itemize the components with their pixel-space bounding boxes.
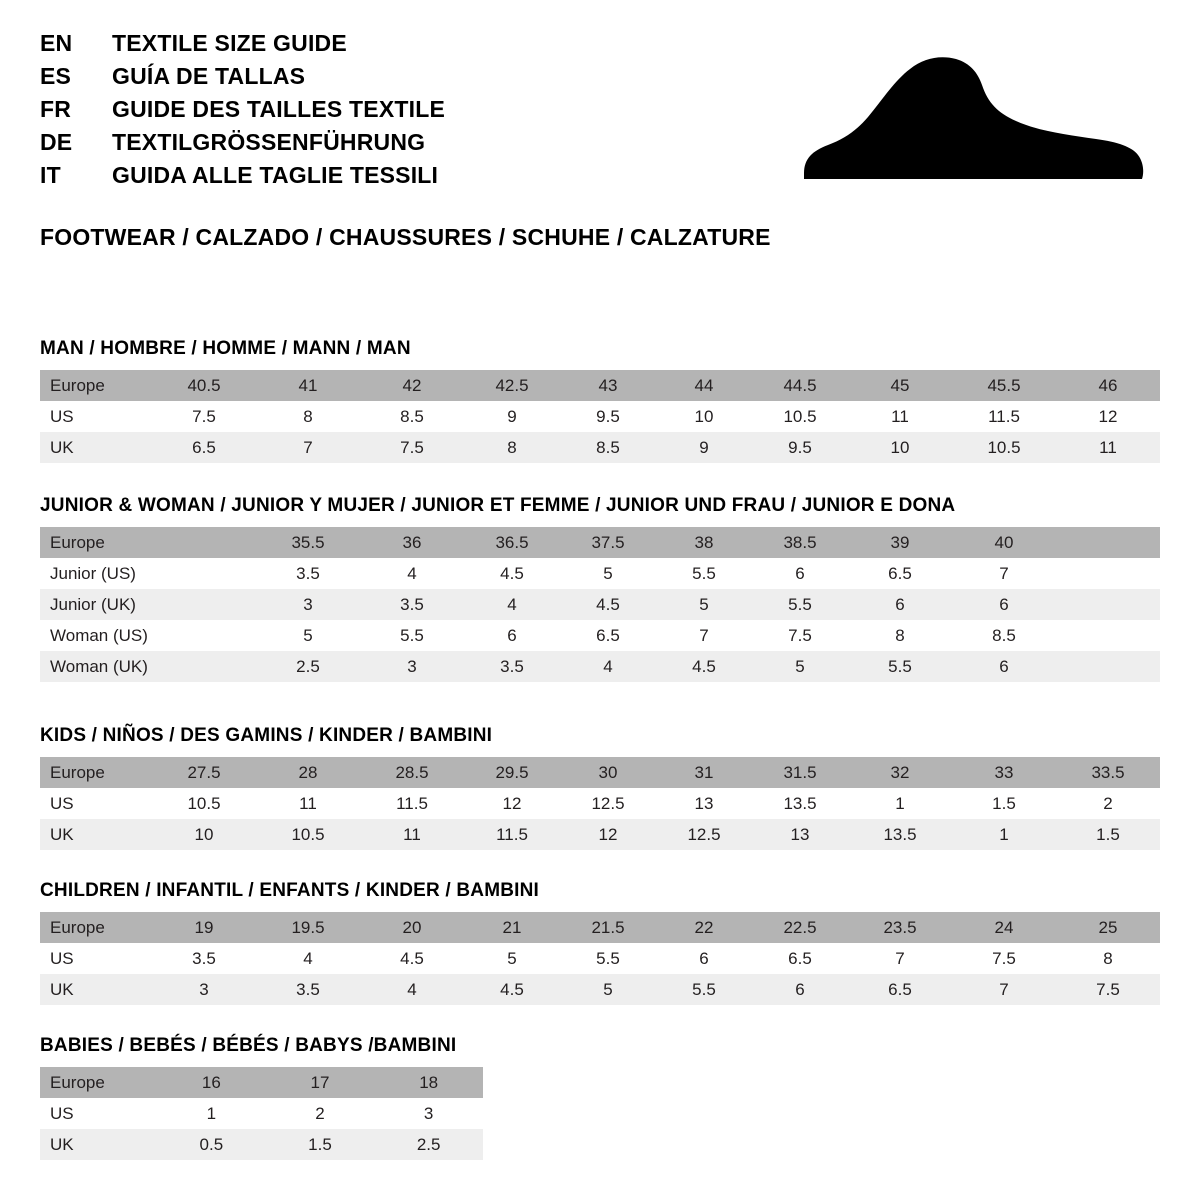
cell: 41	[256, 370, 360, 401]
table-row	[40, 527, 1160, 558]
cell: 6	[848, 589, 952, 620]
cell: 4	[256, 943, 360, 974]
table-row	[40, 788, 1160, 819]
cell	[152, 527, 256, 558]
section-title: KIDS / NIÑOS / DES GAMINS / KINDER / BAMBINI	[40, 725, 493, 746]
cell: 1.5	[952, 788, 1056, 819]
cell: 9	[464, 401, 560, 432]
cell: 7	[952, 558, 1056, 589]
row-label: US	[40, 401, 152, 432]
cell: 3	[360, 651, 464, 682]
cell	[152, 558, 256, 589]
cell: 8	[1056, 943, 1160, 974]
cell: 8.5	[560, 432, 656, 463]
cell: 4	[464, 589, 560, 620]
cell: 38.5	[752, 527, 848, 558]
cell	[1056, 589, 1160, 620]
cell: 6.5	[848, 974, 952, 1005]
table-row	[40, 401, 1160, 432]
cell: 5.5	[656, 974, 752, 1005]
table-row	[40, 1067, 483, 1098]
cell: 13	[656, 788, 752, 819]
cell: 8.5	[952, 620, 1056, 651]
cell: 5.5	[360, 620, 464, 651]
language-row	[40, 131, 740, 154]
language-code: FR	[40, 96, 72, 122]
cell: 4.5	[560, 589, 656, 620]
cell	[152, 651, 256, 682]
row-label: US	[40, 1098, 157, 1129]
cell	[152, 589, 256, 620]
language-title: GUIDE DES TAILLES TEXTILE	[112, 96, 445, 122]
cell: 33	[952, 757, 1056, 788]
cell: 7.5	[360, 432, 464, 463]
table-row	[40, 651, 1160, 682]
table-row	[40, 1098, 483, 1129]
cell: 1	[848, 788, 952, 819]
table-row	[40, 370, 1160, 401]
row-label: UK	[40, 974, 152, 1005]
cell: 11.5	[464, 819, 560, 850]
cell: 28	[256, 757, 360, 788]
section-children	[40, 880, 1160, 1005]
category-title: FOOTWEAR / CALZADO / CHAUSSURES / SCHUHE / CALZATURE	[40, 224, 771, 250]
table-row	[40, 589, 1160, 620]
cell: 8	[256, 401, 360, 432]
dress-shoe-icon	[790, 55, 1150, 195]
cell: 5.5	[752, 589, 848, 620]
cell: 6	[656, 943, 752, 974]
cell	[1056, 527, 1160, 558]
cell: 43	[560, 370, 656, 401]
section-man	[40, 338, 1160, 463]
cell: 5	[256, 620, 360, 651]
language-title: GUÍA DE TALLAS	[112, 63, 306, 89]
language-header	[40, 32, 740, 197]
cell: 6	[752, 974, 848, 1005]
section-junior-woman	[40, 495, 1160, 682]
section-title: JUNIOR & WOMAN / JUNIOR Y MUJER / JUNIOR ET FEMME / JUNIOR UND FRAU / JUNIOR E DONA	[40, 495, 956, 516]
cell: 21.5	[560, 912, 656, 943]
row-label: UK	[40, 1129, 157, 1160]
cell: 5	[560, 558, 656, 589]
row-label: Europe	[40, 370, 152, 401]
cell: 3.5	[256, 974, 360, 1005]
cell: 45.5	[952, 370, 1056, 401]
cell: 3.5	[256, 558, 360, 589]
cell: 12.5	[560, 788, 656, 819]
cell: 4.5	[656, 651, 752, 682]
cell: 21	[464, 912, 560, 943]
cell: 6.5	[848, 558, 952, 589]
cell: 36.5	[464, 527, 560, 558]
cell: 10.5	[952, 432, 1056, 463]
cell: 13	[752, 819, 848, 850]
cell: 4.5	[464, 974, 560, 1005]
cell: 9.5	[752, 432, 848, 463]
cell: 7.5	[952, 943, 1056, 974]
cell: 3	[374, 1098, 483, 1129]
cell: 44.5	[752, 370, 848, 401]
cell: 7	[256, 432, 360, 463]
cell: 27.5	[152, 757, 256, 788]
language-title: TEXTILE SIZE GUIDE	[112, 30, 347, 56]
cell: 8	[848, 620, 952, 651]
cell: 38	[656, 527, 752, 558]
row-label: Junior (UK)	[40, 589, 152, 620]
cell: 45	[848, 370, 952, 401]
table-row	[40, 620, 1160, 651]
cell: 7	[656, 620, 752, 651]
cell: 11.5	[952, 401, 1056, 432]
cell	[1056, 651, 1160, 682]
row-label: Europe	[40, 757, 152, 788]
row-label: Europe	[40, 527, 152, 558]
cell: 10	[656, 401, 752, 432]
cell: 1.5	[1056, 819, 1160, 850]
cell: 6	[952, 651, 1056, 682]
table-row	[40, 558, 1160, 589]
cell: 7	[848, 943, 952, 974]
section-title: BABIES / BEBÉS / BÉBÉS / BABYS /BAMBINI	[40, 1035, 457, 1056]
cell: 33.5	[1056, 757, 1160, 788]
cell: 10.5	[152, 788, 256, 819]
cell: 32	[848, 757, 952, 788]
cell: 35.5	[256, 527, 360, 558]
cell: 12	[560, 819, 656, 850]
size-table-children	[40, 912, 1160, 1005]
language-row	[40, 98, 740, 121]
cell: 2	[266, 1098, 375, 1129]
cell: 2.5	[374, 1129, 483, 1160]
cell: 4.5	[360, 943, 464, 974]
cell	[152, 620, 256, 651]
language-code: EN	[40, 30, 73, 56]
language-row	[40, 65, 740, 88]
table-row	[40, 943, 1160, 974]
cell	[1056, 620, 1160, 651]
cell: 0.5	[157, 1129, 266, 1160]
row-label: Europe	[40, 912, 152, 943]
cell: 6.5	[560, 620, 656, 651]
cell: 8	[464, 432, 560, 463]
section-babies	[40, 1035, 1160, 1160]
language-code: IT	[40, 162, 61, 188]
cell: 8.5	[360, 401, 464, 432]
cell: 23.5	[848, 912, 952, 943]
size-table-kids	[40, 757, 1160, 850]
language-code: ES	[40, 63, 72, 89]
cell: 42.5	[464, 370, 560, 401]
cell: 13.5	[848, 819, 952, 850]
table-row	[40, 974, 1160, 1005]
cell: 31.5	[752, 757, 848, 788]
cell: 25	[1056, 912, 1160, 943]
table-row	[40, 757, 1160, 788]
cell: 1.5	[266, 1129, 375, 1160]
cell: 1	[157, 1098, 266, 1129]
cell: 31	[656, 757, 752, 788]
row-label: UK	[40, 819, 152, 850]
cell: 5.5	[656, 558, 752, 589]
cell: 10.5	[752, 401, 848, 432]
cell: 4	[360, 558, 464, 589]
cell: 22	[656, 912, 752, 943]
row-label: US	[40, 943, 152, 974]
cell: 2.5	[256, 651, 360, 682]
size-table-babies	[40, 1067, 483, 1160]
cell: 11	[360, 819, 464, 850]
row-label: Junior (US)	[40, 558, 152, 589]
cell: 5.5	[560, 943, 656, 974]
cell: 42	[360, 370, 464, 401]
cell: 5	[752, 651, 848, 682]
cell: 11	[848, 401, 952, 432]
cell: 17	[266, 1067, 375, 1098]
cell: 44	[656, 370, 752, 401]
section-title: MAN / HOMBRE / HOMME / MANN / MAN	[40, 338, 411, 359]
cell: 16	[157, 1067, 266, 1098]
cell: 19	[152, 912, 256, 943]
cell: 11.5	[360, 788, 464, 819]
language-row	[40, 164, 740, 187]
cell: 12.5	[656, 819, 752, 850]
cell: 20	[360, 912, 464, 943]
row-label: Woman (US)	[40, 620, 152, 651]
cell: 40	[952, 527, 1056, 558]
row-label: UK	[40, 432, 152, 463]
cell: 3	[256, 589, 360, 620]
cell: 6	[464, 620, 560, 651]
cell: 10.5	[256, 819, 360, 850]
cell: 12	[1056, 401, 1160, 432]
cell: 37.5	[560, 527, 656, 558]
cell: 12	[464, 788, 560, 819]
cell: 36	[360, 527, 464, 558]
cell	[1056, 558, 1160, 589]
cell: 5.5	[848, 651, 952, 682]
row-label: Woman (UK)	[40, 651, 152, 682]
cell: 2	[1056, 788, 1160, 819]
cell: 40.5	[152, 370, 256, 401]
cell: 7.5	[752, 620, 848, 651]
cell: 24	[952, 912, 1056, 943]
cell: 11	[256, 788, 360, 819]
cell: 18	[374, 1067, 483, 1098]
row-label: Europe	[40, 1067, 157, 1098]
language-code: DE	[40, 129, 73, 155]
row-label: US	[40, 788, 152, 819]
cell: 3.5	[152, 943, 256, 974]
table-row	[40, 1129, 483, 1160]
cell: 13.5	[752, 788, 848, 819]
cell: 6.5	[152, 432, 256, 463]
size-table-junior-woman	[40, 527, 1160, 682]
section-title: CHILDREN / INFANTIL / ENFANTS / KINDER / BAMBINI	[40, 880, 540, 901]
cell: 7.5	[152, 401, 256, 432]
cell: 4	[360, 974, 464, 1005]
cell: 11	[1056, 432, 1160, 463]
cell: 7.5	[1056, 974, 1160, 1005]
cell: 19.5	[256, 912, 360, 943]
cell: 4.5	[464, 558, 560, 589]
cell: 7	[952, 974, 1056, 1005]
section-kids	[40, 725, 1160, 850]
language-title: TEXTILGRÖSSENFÜHRUNG	[112, 129, 426, 155]
cell: 5	[560, 974, 656, 1005]
cell: 3	[152, 974, 256, 1005]
table-row	[40, 912, 1160, 943]
cell: 46	[1056, 370, 1160, 401]
cell: 10	[152, 819, 256, 850]
cell: 3.5	[360, 589, 464, 620]
cell: 30	[560, 757, 656, 788]
cell: 6.5	[752, 943, 848, 974]
cell: 4	[560, 651, 656, 682]
cell: 3.5	[464, 651, 560, 682]
cell: 9	[656, 432, 752, 463]
cell: 10	[848, 432, 952, 463]
cell: 39	[848, 527, 952, 558]
cell: 22.5	[752, 912, 848, 943]
language-title: GUIDA ALLE TAGLIE TESSILI	[112, 162, 439, 188]
cell: 5	[464, 943, 560, 974]
cell: 6	[952, 589, 1056, 620]
table-row	[40, 432, 1160, 463]
language-row	[40, 32, 740, 55]
cell: 6	[752, 558, 848, 589]
cell: 29.5	[464, 757, 560, 788]
cell: 9.5	[560, 401, 656, 432]
cell: 1	[952, 819, 1056, 850]
size-table-man	[40, 370, 1160, 463]
cell: 28.5	[360, 757, 464, 788]
table-row	[40, 819, 1160, 850]
cell: 5	[656, 589, 752, 620]
